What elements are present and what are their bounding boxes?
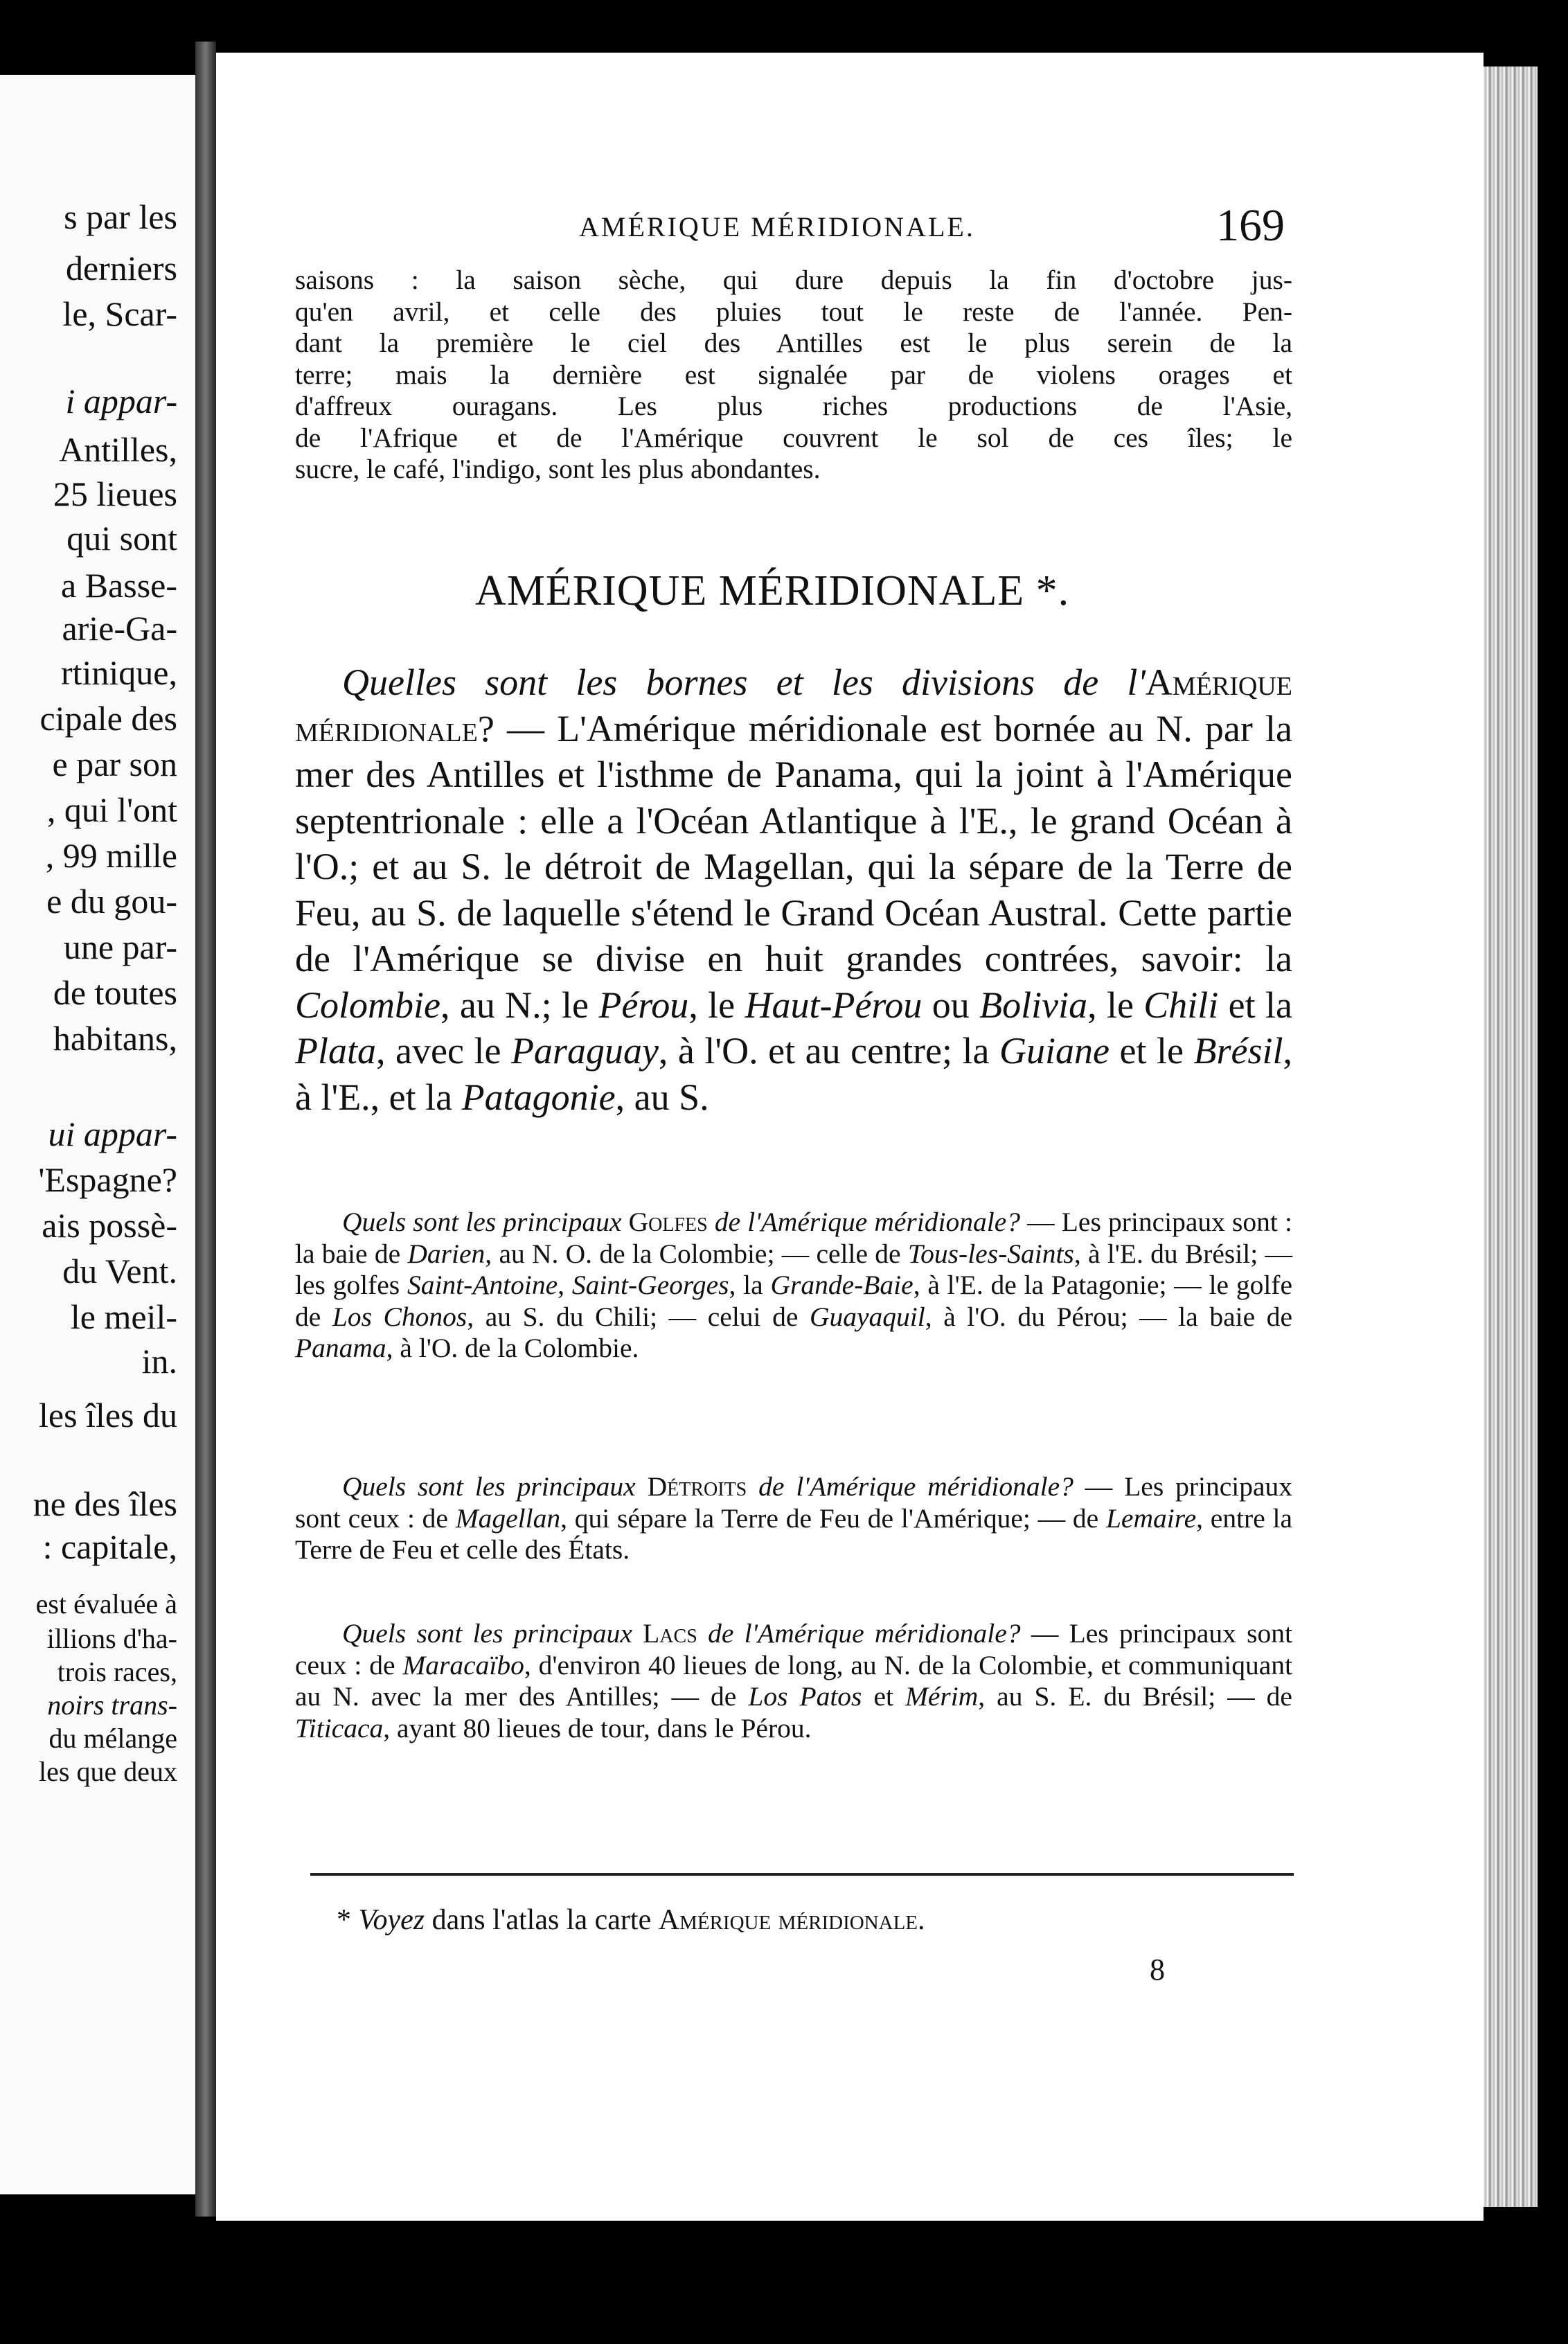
- signature-mark: 8: [1150, 1953, 1165, 1987]
- left-page-line: e du gou-: [46, 882, 177, 921]
- question-answer-detroits: Quels sont les principaux Détroits de l'Amérique méridionale? — Les principaux sont ceux : de Magellan, qui sépare la Terre de Feu de l'Amérique; — de Lemaire, entre la Terre de Feu et celle des États.: [295, 1471, 1293, 1565]
- left-page-line: le, Scar-: [62, 294, 177, 333]
- left-page-line: le meil-: [70, 1297, 177, 1336]
- question-answer-golfes: Quels sont les principaux Golfes de l'Amérique méridionale? — Les principaux sont : la baie de Darien, au N. O. de la Colombie; — celle de Tous-les-Saints, à l'E. du Brésil; — les golfes Saint-Antoine, Saint-Georges, la Grande-Baie, à l'E. de la Patagonie; — le golfe de Los Chonos, au S. du Chili; — celui de Guayaquil, à l'O. du Pérou; — la baie de Panama, à l'O. de la Colombie.: [295, 1207, 1292, 1363]
- left-page-line: s par les: [64, 197, 177, 236]
- left-page-line: ne des îles: [33, 1484, 177, 1523]
- left-page-line: de toutes: [53, 973, 177, 1012]
- left-page-line: ais possè-: [42, 1206, 177, 1245]
- top-paragraph-line: terre; mais la dernière est signalée par de violens orages et: [295, 359, 1292, 390]
- left-page-line: , 99 mille: [45, 836, 177, 875]
- section-title: AMÉRIQUE MÉRIDIONALE *.: [475, 567, 1070, 614]
- top-paragraph: [295, 265, 1292, 486]
- left-page-line: rtinique,: [60, 653, 177, 692]
- golfes-paragraph: [295, 1207, 1292, 1365]
- left-page-line: e par son: [52, 745, 177, 783]
- left-page-line: est évaluée à: [35, 1588, 177, 1619]
- left-page-line: derniers: [65, 249, 177, 287]
- left-page-line: , qui l'ont: [46, 790, 177, 829]
- left-page-line: du mélange: [48, 1723, 177, 1754]
- left-page-line: : capitale,: [42, 1527, 177, 1566]
- left-page-line: ui appar-: [48, 1115, 177, 1153]
- left-page-line: qui sont: [66, 519, 177, 558]
- left-page-line: habitans,: [53, 1019, 177, 1058]
- lacs-paragraph: [295, 1618, 1292, 1744]
- page-number: 169: [1216, 200, 1285, 251]
- book-gutter: [195, 42, 216, 2217]
- page-edges: [1484, 66, 1538, 2207]
- left-page-line: in.: [141, 1342, 177, 1380]
- left-page-line: noirs trans-: [47, 1689, 177, 1721]
- left-page-line: 'Espagne?: [38, 1160, 177, 1199]
- left-page-line: arie-Ga-: [62, 609, 177, 648]
- left-page-line: une par-: [63, 927, 177, 966]
- left-page-line: du Vent.: [62, 1252, 177, 1290]
- left-page-line: les que deux: [39, 1756, 177, 1787]
- detroits-paragraph: [295, 1471, 1292, 1566]
- footnote-rule: [310, 1873, 1294, 1876]
- left-page-line: trois races,: [57, 1656, 177, 1687]
- left-page-line: 25 lieues: [53, 474, 177, 513]
- top-paragraph-line: dant la première le ciel des Antilles est le plus serein de la: [295, 328, 1292, 358]
- top-paragraph-line: qu'en avril, et celle des pluies tout le reste de l'année. Pen-: [295, 296, 1292, 327]
- left-page-line: cipale des: [39, 699, 177, 738]
- running-head: AMÉRIQUE MÉRIDIONALE.: [579, 211, 975, 242]
- top-paragraph-line: d'affreux ouragans. Les plus riches productions de l'Asie,: [295, 391, 1292, 421]
- left-page-line: Antilles,: [59, 430, 177, 469]
- top-paragraph-line: saisons : la saison sèche, qui dure depuis la fin d'octobre jus-: [295, 265, 1292, 295]
- question-answer-bornes: Quelles sont les bornes et les divisions de l'Amérique méridionale? — L'Amérique méridionale est bornée au N. par la mer des Antilles et l'isthme de Panama, qui la joint à l'Amérique septentrionale : elle a l'Océan Atlantique à l'E., le grand Océan à l'O.; et au S. le détroit de Magellan, qui la sépare de la Terre de Feu, au S. de laquelle s'étend le Grand Océan Austral. Cette partie de l'Amérique se divise en huit grandes contrées, savoir: la Colombie, au N.; le Pérou, le Haut-Pérou ou Bolivia, le Chili et la Plata, avec le Paraguay, à l'O. et au centre; la Guiane et le Brésil, à l'E., et la Patagonie, au S.: [295, 662, 1292, 1118]
- main-paragraph: [295, 659, 1292, 1120]
- left-page-line: a Basse-: [61, 566, 177, 605]
- top-paragraph-line: de l'Afrique et de l'Amérique couvrent le sol de ces îles; le: [295, 422, 1292, 453]
- left-page-line: illions d'ha-: [46, 1623, 177, 1654]
- top-paragraph-line: sucre, le café, l'indigo, sont les plus abondantes.: [295, 454, 821, 484]
- left-page-line: les îles du: [39, 1396, 177, 1435]
- footnote: * Voyez dans l'atlas la carte Amérique méridionale.: [337, 1904, 925, 1936]
- left-page-line: i appar-: [65, 382, 177, 420]
- left-page-fragment: [0, 75, 195, 2194]
- question-answer-lacs: Quels sont les principaux Lacs de l'Amérique méridionale? — Les principaux sont ceux : de Maracaïbo, d'environ 40 lieues de long, au N. de la Colombie, et communiquant au N. avec la mer des Antilles; — de Los Patos et Mérim, au S. E. du Brésil; — de Titicaca, ayant 80 lieues de tour, dans le Pérou.: [295, 1618, 1293, 1743]
